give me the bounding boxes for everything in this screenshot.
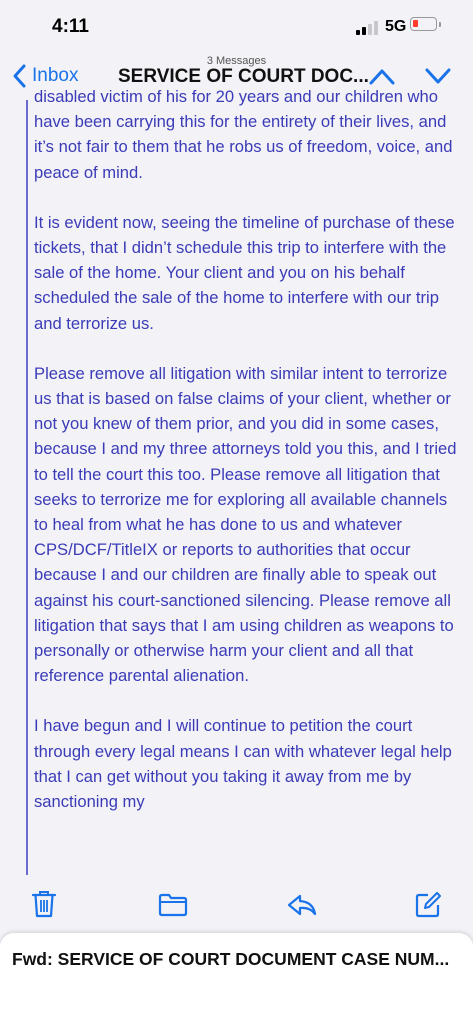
- status-time: 4:11: [52, 16, 89, 37]
- message-body[interactable]: [0, 87, 473, 875]
- message-paragraph: disabled victim of his for 20 years and our children who have been carrying this for the entirety of their lives, and it’s not fair to them that he robs us of freedom, voice, and peace of mind.: [34, 87, 453, 182]
- draft-card[interactable]: [0, 933, 473, 1023]
- thread-subject: SERVICE OF COURT DOC...: [118, 66, 369, 87]
- message-paragraph: Please remove all litigation with similar intent to terrorize us that is based on false claims of your client, whether or not you knew of them prior, and you did in some cases, because I and my three attorneys told you this, and I tried to tell the court this too. Please remove all litigation that seeks to terrorize me for exploring all available channels to heal from what he has done to us and whatever CPS/DCF/TitleIX or reports to authorities that occur because I and our children are finally able to speak out against his court-sanctioned silencing. Please remove all litigation that says that I am using children as weapons to personally or otherwise harm your client and all that reference parental alienation.: [34, 363, 457, 686]
- signal-icon: [356, 21, 378, 35]
- bottom-toolbar: [0, 875, 473, 935]
- quoted-message: [34, 84, 459, 839]
- message-paragraph: I have begun and I will continue to petition the court through every legal means I can with whatever legal help that I can get without you taking it away from me by sanctioning my: [34, 716, 452, 812]
- chevron-down-icon[interactable]: [424, 66, 452, 86]
- compose-icon[interactable]: [414, 891, 442, 919]
- message-paragraph: It is evident now, seeing the timeline of purchase of these tickets, that I didn’t schedule this trip to interfere with the sale of the home. Your client and you on his behalf scheduled the sale of the home to interfere with our trip and terrorize us.: [34, 212, 455, 333]
- chevron-up-icon[interactable]: [368, 66, 396, 86]
- network-type: 5G: [385, 18, 407, 35]
- quote-bar: [26, 100, 28, 875]
- folder-icon[interactable]: [158, 893, 188, 917]
- chevron-left-icon: [12, 64, 26, 88]
- draft-title: Fwd: SERVICE OF COURT DOCUMENT CASE NUM...: [12, 949, 450, 969]
- battery-cap: [439, 22, 441, 27]
- reply-icon[interactable]: [286, 893, 318, 917]
- trash-icon[interactable]: [31, 889, 57, 919]
- status-bar: [0, 0, 473, 52]
- battery-icon: [410, 17, 437, 31]
- back-label: Inbox: [32, 65, 79, 86]
- message-count: 3 Messages: [206, 55, 267, 67]
